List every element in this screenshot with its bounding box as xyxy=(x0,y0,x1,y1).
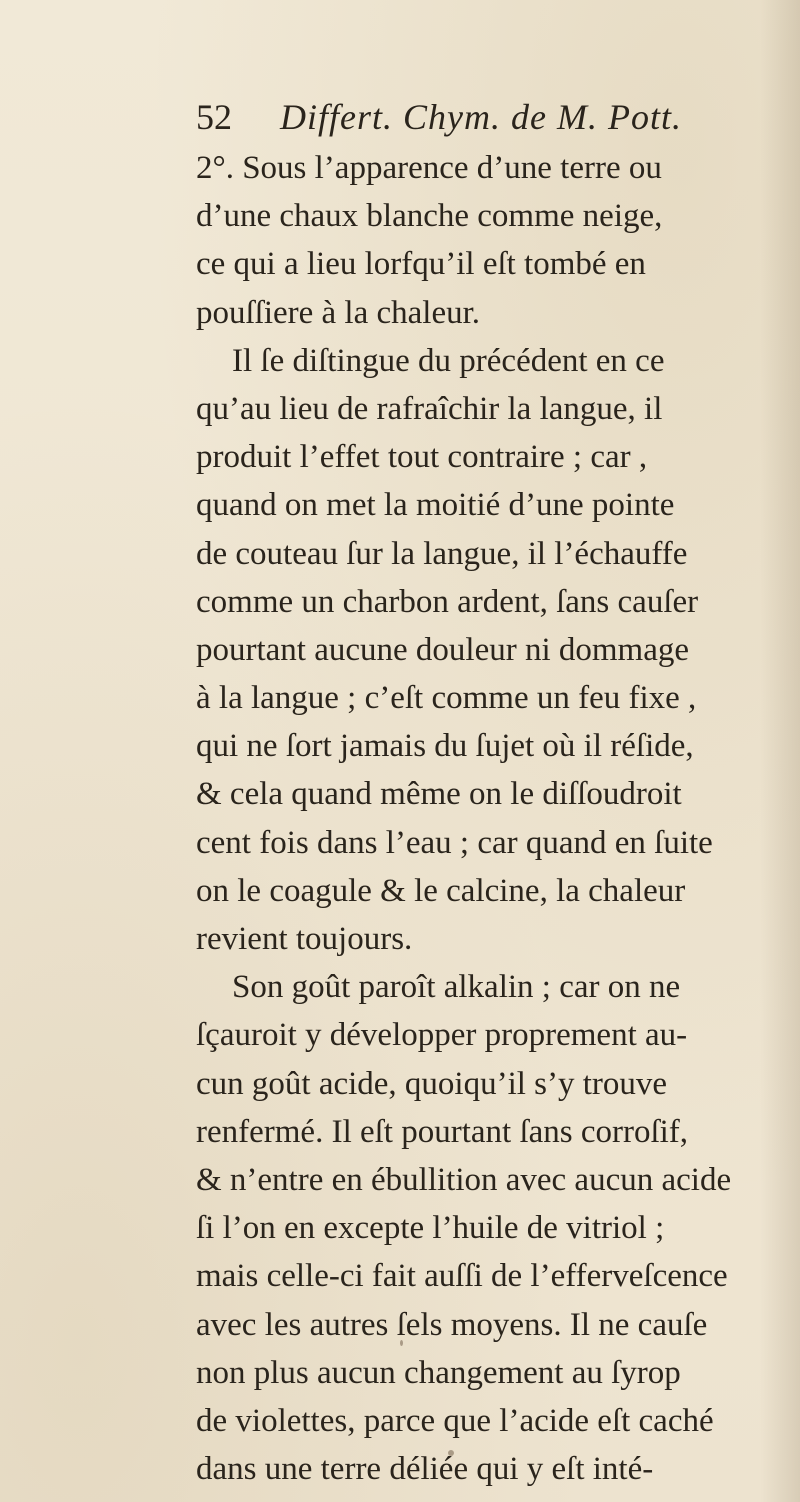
text-line: de violettes, parce que l’acide eſt caché xyxy=(196,1402,714,1439)
text-line: Son goût paroît alkalin ; car on ne xyxy=(232,969,681,1006)
text-line: comme un charbon ardent, ſans cauſer xyxy=(196,583,699,620)
text-line: à la langue ; c’eſt comme un feu fixe , xyxy=(196,680,697,717)
text-line: pourtant aucune douleur ni dommage xyxy=(196,631,690,668)
text-line: qui ne ſort jamais du ſujet où il réſide, xyxy=(196,728,694,765)
text-line: de couteau ſur la langue, il l’échauffe xyxy=(196,535,688,572)
text-line: & n’entre en ébullition avec aucun acide xyxy=(196,1161,732,1198)
text-block xyxy=(196,96,776,1493)
text-line: dans une terre déliée qui y eſt inté- xyxy=(196,1451,654,1488)
text-line: 2°. Sous l’apparence d’une terre ou xyxy=(196,150,662,186)
running-title: Differt. Chym. de M. Pott. xyxy=(280,97,682,137)
paper-speck xyxy=(448,1450,454,1456)
text-line: avec les autres ſels moyens. Il ne cauſe xyxy=(196,1306,708,1343)
text-line: revient toujours. xyxy=(196,921,413,957)
text-line: on le coagule & le calcine, la chaleur xyxy=(196,872,686,909)
text-line: d’une chaux blanche comme neige, xyxy=(196,198,663,235)
text-line: qu’au lieu de rafraîchir la langue, il xyxy=(196,390,663,427)
text-line: cun goût acide, quoiqu’il s’y trouve xyxy=(196,1065,668,1102)
text-line: produit l’effet tout contraire ; car , xyxy=(196,439,648,476)
text-line: cent fois dans l’eau ; car quand en ſuite xyxy=(196,824,713,861)
text-line: non plus aucun changement au ſyrop xyxy=(196,1354,681,1391)
text-line: ſi l’on en excepte l’huile de vitriol ; xyxy=(196,1210,665,1247)
text-line: ce qui a lieu lorfqu’il eſt tombé en xyxy=(196,246,646,283)
running-head xyxy=(196,96,776,144)
text-line: mais celle-ci fait auſſi de l’efferveſcence xyxy=(196,1258,728,1295)
text-line: ſçauroit y développer proprement au- xyxy=(196,1017,688,1054)
text-line: & cela quand même on le diſſoudroit xyxy=(196,776,682,813)
text-line: renfermé. Il eſt pourtant ſans corroſif, xyxy=(196,1113,689,1150)
paper-specks xyxy=(400,1340,410,1350)
text-line: quand on met la moitié d’une pointe xyxy=(196,487,675,524)
page-number: 52 xyxy=(196,97,232,137)
text-line: pouſſiere à la chaleur. xyxy=(196,294,481,331)
paper-speck xyxy=(400,1340,403,1346)
text-line: Il ſe diſtingue du précédent en ce xyxy=(232,342,665,379)
